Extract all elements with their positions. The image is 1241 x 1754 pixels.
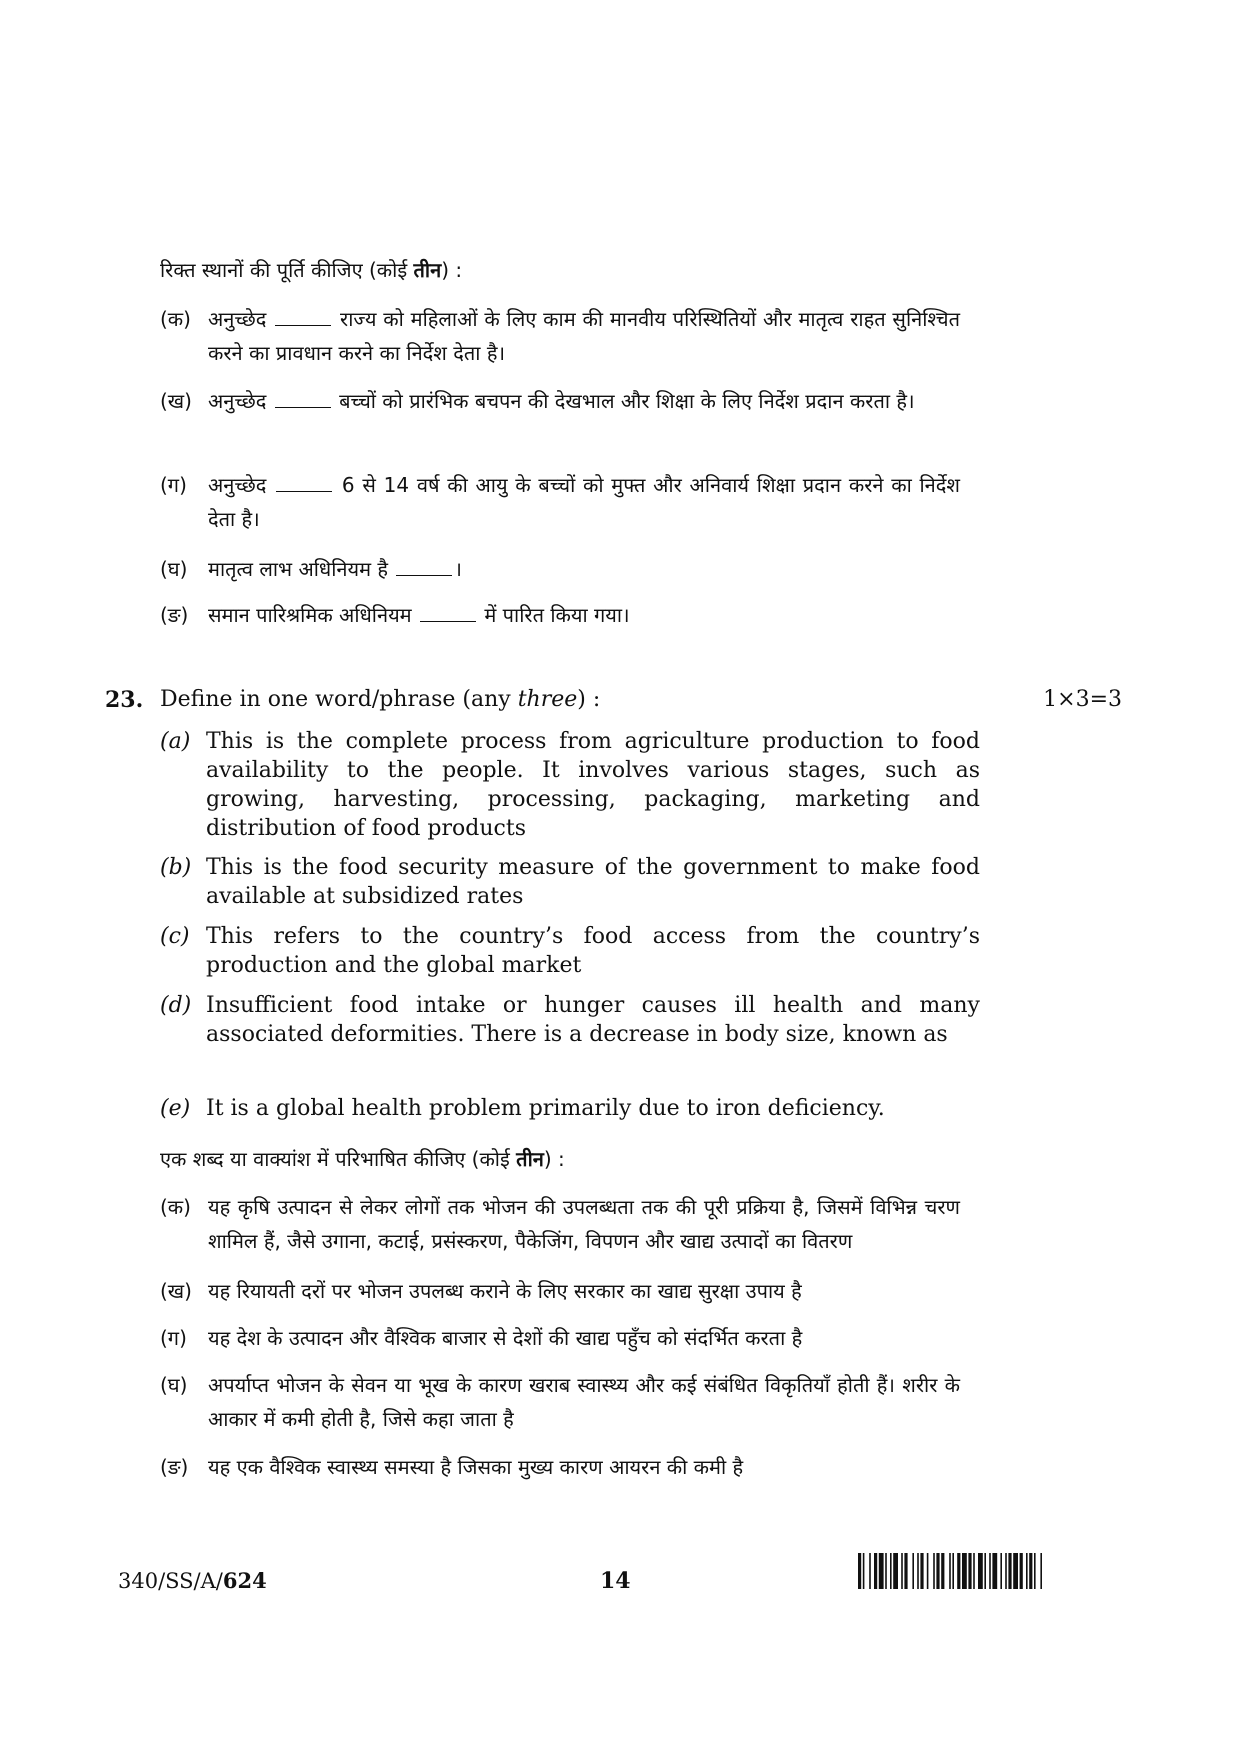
item-text-before: अनुच्छेद — [208, 307, 267, 331]
answer-blank — [396, 559, 452, 576]
barcode-bar — [1034, 1553, 1036, 1589]
instruction-bold: तीन — [516, 1147, 544, 1171]
barcode-bar — [1040, 1553, 1042, 1589]
paper-code-prefix: 340/SS/A/ — [118, 1569, 223, 1593]
answer-blank — [276, 475, 332, 492]
barcode-bar — [973, 1553, 975, 1589]
option-text: यह देश के उत्पादन और वैश्विक बाजार से देशों की खाद्य पहुँच को संदर्भित करता है — [208, 1326, 803, 1350]
barcode-bar — [952, 1553, 954, 1589]
option-text: यह एक वैश्विक स्वास्थ्य समस्या है जिसका मुख्य कारण आयरन की कमी है — [208, 1455, 744, 1479]
barcode-bar — [978, 1553, 983, 1589]
barcode-bar — [879, 1553, 884, 1589]
option-text: यह रियायती दरों पर भोजन उपलब्ध कराने के लिए सरकार का खाद्य सुरक्षा उपाय है — [208, 1279, 802, 1303]
prompt-italic: three — [517, 687, 578, 712]
option-label: (ङ) — [160, 1455, 189, 1479]
question-option — [160, 853, 980, 911]
prompt-suffix: ) : — [577, 687, 601, 712]
option-text: Insufficient food intake or hunger causes ill health and many associated deformities. There is a decrease in body size, known as — [206, 993, 980, 1047]
fill-blank-item — [160, 598, 960, 632]
instruction-bold: तीन — [413, 258, 442, 282]
option-text: This is the complete process from agriculture production to food availability to the people. It involves various stages, such as growing, harvesting, processing, packaging, marketing and distribution of food products — [206, 729, 980, 841]
barcode-bar — [989, 1553, 991, 1589]
barcode-bar — [962, 1553, 967, 1589]
hindi-option — [160, 1368, 960, 1436]
prompt-text: Define in one word/phrase (any — [160, 687, 518, 712]
answer-blank — [420, 605, 476, 622]
question-prompt — [160, 687, 600, 712]
paper-code — [118, 1568, 267, 1593]
item-label: (ख) — [160, 389, 192, 413]
barcode-bar — [936, 1553, 939, 1589]
fill-blanks-instruction — [160, 256, 462, 283]
question-option — [160, 991, 980, 1049]
question-option — [160, 727, 980, 843]
item-text-after: 6 से 14 वर्ष की आयु के बच्चों को मुफ्त और अनिवार्य शिक्षा प्रदान करने का निर्देश देता है। — [208, 473, 960, 531]
barcode-bar — [949, 1553, 951, 1589]
barcode-bar — [858, 1553, 861, 1589]
barcode-bar — [941, 1553, 944, 1589]
barcode-bar — [1026, 1553, 1028, 1589]
barcode-bar — [933, 1553, 935, 1589]
option-text: This refers to the country’s food access from the country’s production and the global market — [206, 924, 980, 978]
instruction-text: रिक्त स्थानों की पूर्ति कीजिए (कोई — [160, 258, 414, 282]
item-text-before: अनुच्छेद — [208, 389, 267, 413]
barcode-bar — [863, 1553, 865, 1589]
option-text: यह कृषि उत्पादन से लेकर लोगों तक भोजन की उपलब्धता तक की पूरी प्रक्रिया है, जिसमें विभिन्न चरण शामिल हैं, जैसे उगाना, कटाई, प्रसंस्करण, पैकेजिंग, विपणन और खाद्य उत्पादों का वितरण — [208, 1195, 960, 1253]
barcode-bar — [984, 1553, 986, 1589]
barcode-bar — [917, 1553, 919, 1589]
item-label: (ग) — [160, 473, 187, 497]
barcode-bar — [874, 1553, 877, 1589]
option-text: This is the food security measure of the government to make food available at subsidized rates — [206, 855, 980, 909]
page-number: 14 — [600, 1568, 631, 1594]
hindi-definition-instruction — [160, 1145, 565, 1172]
barcode-bar — [992, 1553, 997, 1589]
barcode-bar — [920, 1553, 923, 1589]
option-text: अपर्याप्त भोजन के सेवन या भूख के कारण खराब स्वास्थ्य और कई संबंधित विकृतियाँ होती हैं। शरीर के आकार में कमी होती है, जिसे कहा जाता है — [208, 1373, 960, 1431]
instruction-suffix: ) : — [441, 258, 463, 282]
question-number: 23. — [105, 687, 144, 713]
barcode-bar — [1020, 1553, 1023, 1589]
barcode-bar — [968, 1553, 971, 1589]
option-label: (घ) — [160, 1373, 188, 1397]
item-text-before: समान पारिश्रमिक अधिनियम — [208, 603, 412, 627]
item-label: (घ) — [160, 557, 188, 581]
fill-blank-item — [160, 552, 960, 586]
fill-blank-item — [160, 468, 960, 536]
instruction-suffix: ) : — [543, 1147, 565, 1171]
barcode-bar — [1000, 1553, 1002, 1589]
question-option — [160, 922, 980, 980]
option-label: (a) — [160, 729, 191, 754]
barcode-bar — [890, 1553, 892, 1589]
item-text-before: अनुच्छेद — [208, 473, 267, 497]
barcode-bar — [957, 1553, 960, 1589]
barcode-bar — [904, 1553, 907, 1589]
barcode-bar — [901, 1553, 903, 1589]
option-label: (ख) — [160, 1279, 192, 1303]
barcode-icon — [858, 1553, 1118, 1589]
answer-blank — [275, 391, 331, 408]
barcode-bar — [1013, 1553, 1018, 1589]
item-text-after: में पारित किया गया। — [484, 603, 630, 627]
hindi-option — [160, 1450, 960, 1484]
barcode-bar — [1008, 1553, 1011, 1589]
option-text: It is a global health problem primarily due to iron deficiency. — [206, 1096, 885, 1121]
item-text-after: । — [454, 557, 463, 581]
barcode-bar — [927, 1553, 929, 1589]
barcode-bar — [869, 1553, 871, 1589]
item-text-after: बच्चों को प्रारंभिक बचपन की देखभाल और शिक्षा के लिए निर्देश प्रदान करता है। — [339, 389, 915, 413]
hindi-option — [160, 1190, 960, 1258]
fill-blank-item — [160, 384, 960, 418]
question-marks: 1×3=3 — [1043, 687, 1122, 712]
item-text-before: मातृत्व लाभ अधिनियम है — [208, 557, 389, 581]
barcode-bar — [1029, 1553, 1032, 1589]
paper-code-bold: 624 — [222, 1568, 267, 1593]
barcode-bar — [912, 1553, 914, 1589]
question-option — [160, 1094, 980, 1123]
item-label: (ङ) — [160, 603, 189, 627]
item-text-after: राज्य को महिलाओं के लिए काम की मानवीय परिस्थितियों और मातृत्व राहत सुनिश्चित करने का प्रावधान करने का निर्देश देता है। — [208, 307, 961, 365]
option-label: (ग) — [160, 1326, 187, 1350]
hindi-option — [160, 1274, 960, 1308]
option-label: (c) — [160, 924, 190, 949]
barcode-bar — [1005, 1553, 1007, 1589]
option-label: (d) — [160, 993, 192, 1018]
barcode-bar — [893, 1553, 898, 1589]
hindi-option — [160, 1321, 960, 1355]
option-label: (क) — [160, 1195, 191, 1219]
option-label: (b) — [160, 855, 192, 880]
instruction-text: एक शब्द या वाक्यांश में परिभाषित कीजिए (कोई — [160, 1147, 517, 1171]
item-label: (क) — [160, 307, 191, 331]
option-label: (e) — [160, 1096, 191, 1121]
barcode-bar — [885, 1553, 887, 1589]
answer-blank — [275, 309, 331, 326]
fill-blank-item — [160, 302, 960, 370]
